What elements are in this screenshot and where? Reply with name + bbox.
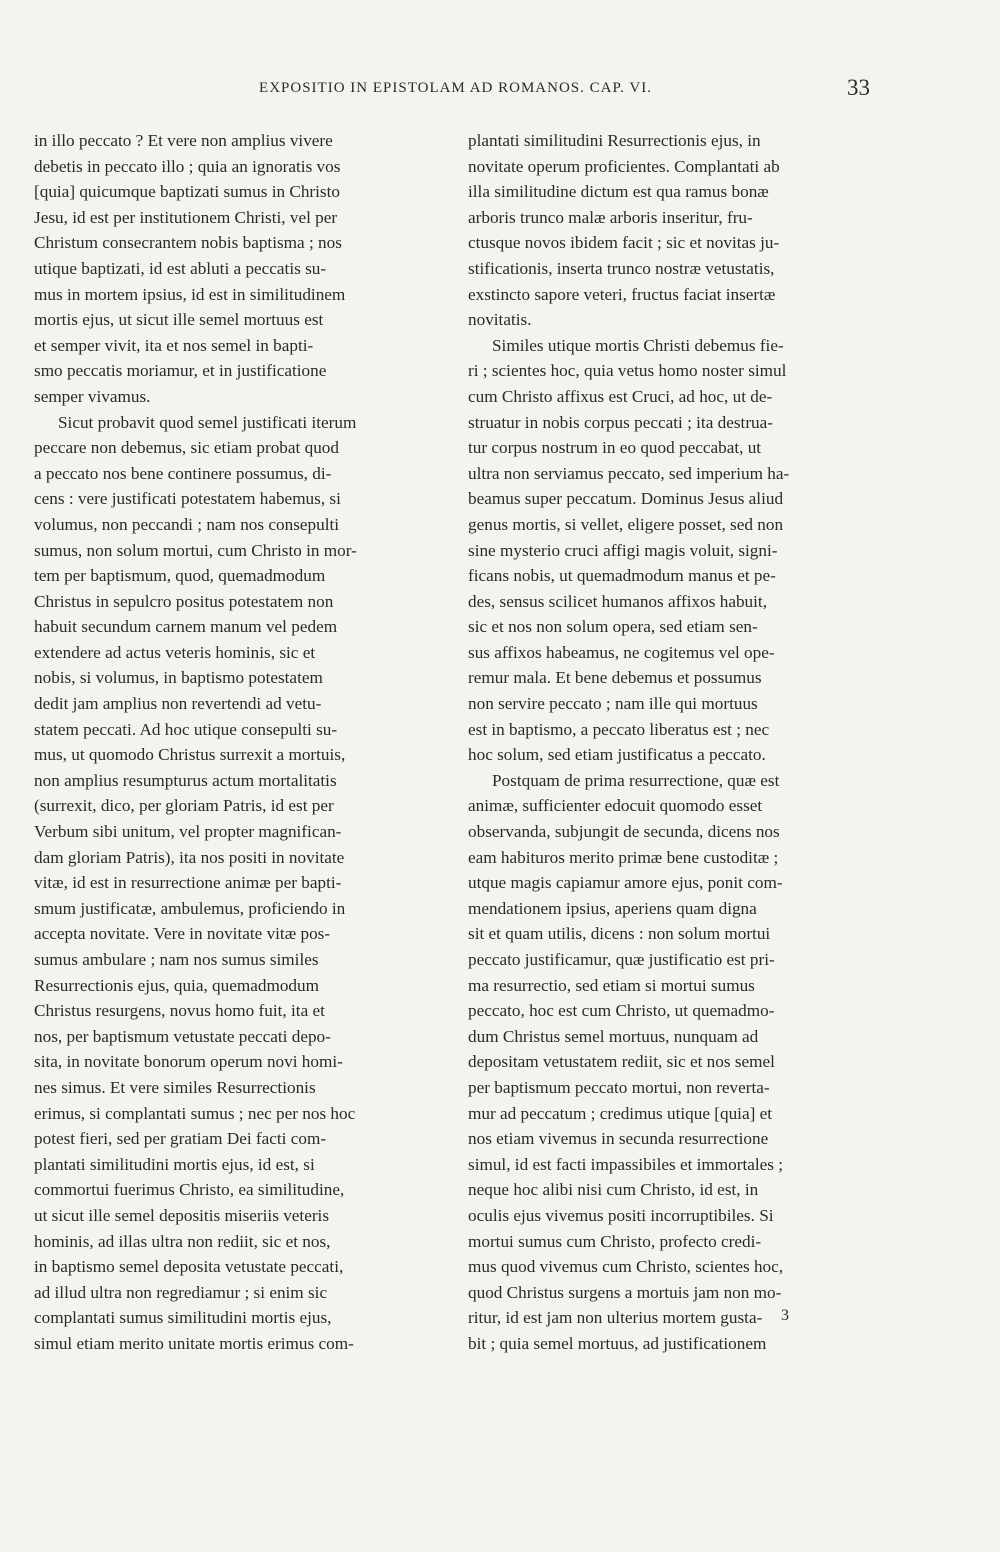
text-line: ri ; scientes hoc, quia vetus homo noster simul — [468, 361, 787, 381]
text-line: utque magis capiamur amore ejus, ponit com- — [468, 873, 783, 893]
text-line: struatur in nobis corpus peccati ; ita destrua- — [468, 412, 773, 432]
text-line: mortui sumus cum Christo, profecto credi- — [468, 1231, 762, 1251]
text-line: mortis ejus, ut sicut ille semel mortuus est — [34, 310, 324, 330]
text-line: sumus ambulare ; nam nos sumus similes — [34, 950, 319, 969]
text-line: volumus, non peccandi ; nam nos consepulti — [34, 514, 340, 534]
text-line: sit et quam utilis, dicens : non solum mortui — [468, 924, 771, 944]
text-line: semper vivamus. — [34, 386, 151, 406]
text-line: ut sicut ille semel depositis miseriis veteris — [34, 1205, 330, 1225]
text-line: exstincto sapore veteri, fructus faciat insertæ — [468, 284, 776, 304]
text-line: sumus, non solum mortui, cum Christo in mor- — [34, 540, 357, 560]
text-line: eam habituros merito primæ bene custoditæ ; — [468, 847, 779, 867]
left-column — [34, 128, 434, 1357]
text-line: sus affixos habeamus, ne cogitemus vel ope- — [468, 642, 775, 662]
text-line: smo peccatis moriamur, et in justificatione — [34, 361, 327, 381]
right-column — [468, 128, 868, 1357]
text-line: peccare non debemus, sic etiam probat quod — [34, 438, 339, 458]
text-line: observanda, subjungit de secunda, dicens nos — [468, 822, 780, 842]
text-line: hominis, ad illas ultra non rediit, sic et nos, — [34, 1231, 331, 1251]
text-line: per baptismum peccato mortui, non reverta- — [468, 1077, 770, 1097]
text-line: (surrexit, dico, per gloriam Patris, id est per — [34, 796, 334, 816]
text-line: remur mala. Et bene debemus et possumus — [468, 668, 762, 688]
text-line: Resurrectionis ejus, quia, quemadmodum — [34, 975, 319, 995]
text-line: non servire peccato ; nam ille qui mortuus — [468, 694, 758, 714]
text-line: plantati similitudini Resurrectionis ejus, in — [468, 131, 761, 150]
text-line: beamus super peccatum. Dominus Jesus aliud — [468, 489, 784, 509]
text-line: simul, id est facti impassibiles et immortales ; — [468, 1154, 784, 1174]
text-line: extendere ad actus veteris hominis, sic et — [34, 642, 316, 662]
text-line: illa similitudine dictum est qua ramus bonæ — [468, 182, 769, 202]
text-line: erimus, si complantati sumus ; nec per nos hoc — [34, 1103, 356, 1123]
text-line: debetis in peccato illo ; quia an ignoratis vos — [34, 156, 341, 176]
text-line: Verbum sibi unitum, vel propter magnifican- — [34, 822, 342, 842]
text-line: dedit jam amplius non revertendi ad vetu- — [34, 694, 322, 714]
text-line: ma resurrectio, sed etiam si mortui sumus — [468, 975, 755, 995]
text-line: a peccato nos bene continere possumus, di- — [34, 463, 332, 483]
text-line: sic et nos non solum opera, sed etiam sen- — [468, 617, 758, 637]
running-title: EXPOSITIO IN EPISTOLAM AD ROMANOS. CAP. VI. — [259, 80, 652, 96]
text-line: dum Christus semel mortuus, nunquam ad — [468, 1026, 759, 1046]
text-line: Jesu, id est per institutionem Christi, vel per — [34, 207, 338, 227]
text-line: vitæ, id est in resurrectione animæ per bapti- — [34, 873, 342, 893]
text-line: nos etiam vivemus in secunda resurrectione — [468, 1129, 769, 1149]
text-line: oculis ejus vivemus positi incorruptibiles. Si — [468, 1205, 774, 1225]
text-line: ad illud ultra non regrediamur ; si enim sic — [34, 1282, 328, 1302]
text-line: quod Christus surgens a mortuis jam non mo- — [468, 1282, 782, 1302]
text-line: neque hoc alibi nisi cum Christo, id est, in — [468, 1180, 759, 1200]
text-line: novitatis. — [468, 310, 532, 330]
text-line: ctusque novos ibidem facit ; sic et novitas ju- — [468, 233, 780, 253]
text-line: nos, per baptismum vetustate peccati depo- — [34, 1026, 331, 1046]
text-line: complantati sumus similitudini mortis ejus, — [34, 1308, 332, 1328]
text-line: [quia] quicumque baptizati sumus in Christo — [34, 182, 340, 202]
text-line: plantati similitudini mortis ejus, id est, si — [34, 1154, 315, 1174]
text-line: cum Christo affixus est Cruci, ad hoc, ut de- — [468, 386, 773, 406]
text-line: mus in mortem ipsius, id est in similitudinem — [34, 284, 346, 304]
text-line: commortui fuerimus Christo, ea similitudine, — [34, 1180, 345, 1200]
text-line: nes simus. Et vere similes Resurrectionis — [34, 1077, 316, 1097]
text-line: nobis, si volumus, in baptismo potestatem — [34, 668, 323, 688]
text-line: utique baptizati, id est abluti a peccatis su- — [34, 258, 327, 278]
text-line: non amplius resumpturus actum mortalitatis — [34, 770, 337, 790]
text-line: accepta novitate. Vere in novitate vitæ pos- — [34, 924, 331, 944]
text-line: ultra non serviamus peccato, sed imperium ha- — [468, 463, 790, 483]
text-line: tem per baptismum, quod, quemadmodum — [34, 566, 326, 586]
page-number: 33 — [847, 75, 870, 100]
text-line: hoc solum, sed etiam justificatus a peccato. — [468, 745, 766, 765]
text-line: statem peccati. Ad hoc utique consepulti su- — [34, 719, 338, 739]
text-line: animæ, sufficienter edocuit quomodo esset — [468, 796, 763, 816]
text-line: potest fieri, sed per gratiam Dei facti com- — [34, 1129, 327, 1149]
text-line: ficans nobis, ut quemadmodum manus et pe- — [468, 566, 776, 586]
paragraph-start-line: Postquam de prima resurrectione, quæ est — [492, 770, 780, 790]
text-line: mus, ut quomodo Christus surrexit a mortuis, — [34, 745, 346, 765]
text-line: stificationis, inserta trunco nostræ vetustatis, — [468, 258, 775, 278]
paragraph-start-line: Similes utique mortis Christi debemus fie- — [492, 335, 784, 355]
text-line: peccato, hoc est cum Christo, ut quemadmo- — [468, 1001, 775, 1021]
paragraph-start-line: Sicut probavit quod semel justificati iterum — [58, 412, 357, 432]
text-line: ritur, id est jam non ulterius mortem gusta- — [468, 1308, 763, 1328]
text-line: bit ; quia semel mortuus, ad justificationem — [468, 1333, 767, 1353]
text-line: sine mysterio cruci affigi magis voluit, signi- — [468, 540, 778, 560]
text-line: novitate operum proficientes. Complantati ab — [468, 156, 780, 176]
text-line: cens : vere justificati potestatem habemus, si — [34, 489, 341, 509]
text-line: des, sensus scilicet humanos affixos habuit, — [468, 591, 767, 611]
text-line: Christum consecrantem nobis baptisma ; nos — [34, 233, 342, 253]
text-line: sita, in novitate bonorum operum novi homi- — [34, 1052, 343, 1072]
text-line: in illo peccato ? Et vere non amplius vivere — [34, 131, 333, 150]
text-line: mendationem ipsius, aperiens quam digna — [468, 898, 757, 918]
signature-mark: 3 — [781, 1307, 789, 1324]
text-line: et semper vivit, ita et nos semel in bapti- — [34, 335, 314, 355]
text-line: simul etiam merito unitate mortis erimus com- — [34, 1333, 354, 1353]
text-line: peccato justificamur, quæ justificatio est pri- — [468, 950, 775, 969]
text-line: mus quod vivemus cum Christo, scientes hoc, — [468, 1257, 784, 1277]
text-line: Christus resurgens, novus homo fuit, ita et — [34, 1001, 325, 1021]
text-line: depositam vetustatem rediit, sic et nos semel — [468, 1052, 775, 1072]
text-line: est in baptismo, a peccato liberatus est ; nec — [468, 719, 770, 739]
text-line: tur corpus nostrum in eo quod peccabat, ut — [468, 438, 762, 458]
text-line: habuit secundum carnem manum vel pedem — [34, 617, 338, 637]
text-line: dam gloriam Patris), ita nos positi in novitate — [34, 847, 345, 867]
text-line: mur ad peccatum ; credimus utique [quia] et — [468, 1103, 773, 1123]
text-line: arboris trunco malæ arboris inseritur, fru- — [468, 207, 753, 227]
text-line: genus mortis, si vellet, eligere posset, sed non — [468, 514, 784, 534]
text-line: in baptismo semel deposita vetustate peccati, — [34, 1257, 344, 1277]
text-line: smum justificatæ, ambulemus, proficiendo in — [34, 898, 346, 918]
text-line: Christus in sepulcro positus potestatem non — [34, 591, 334, 611]
